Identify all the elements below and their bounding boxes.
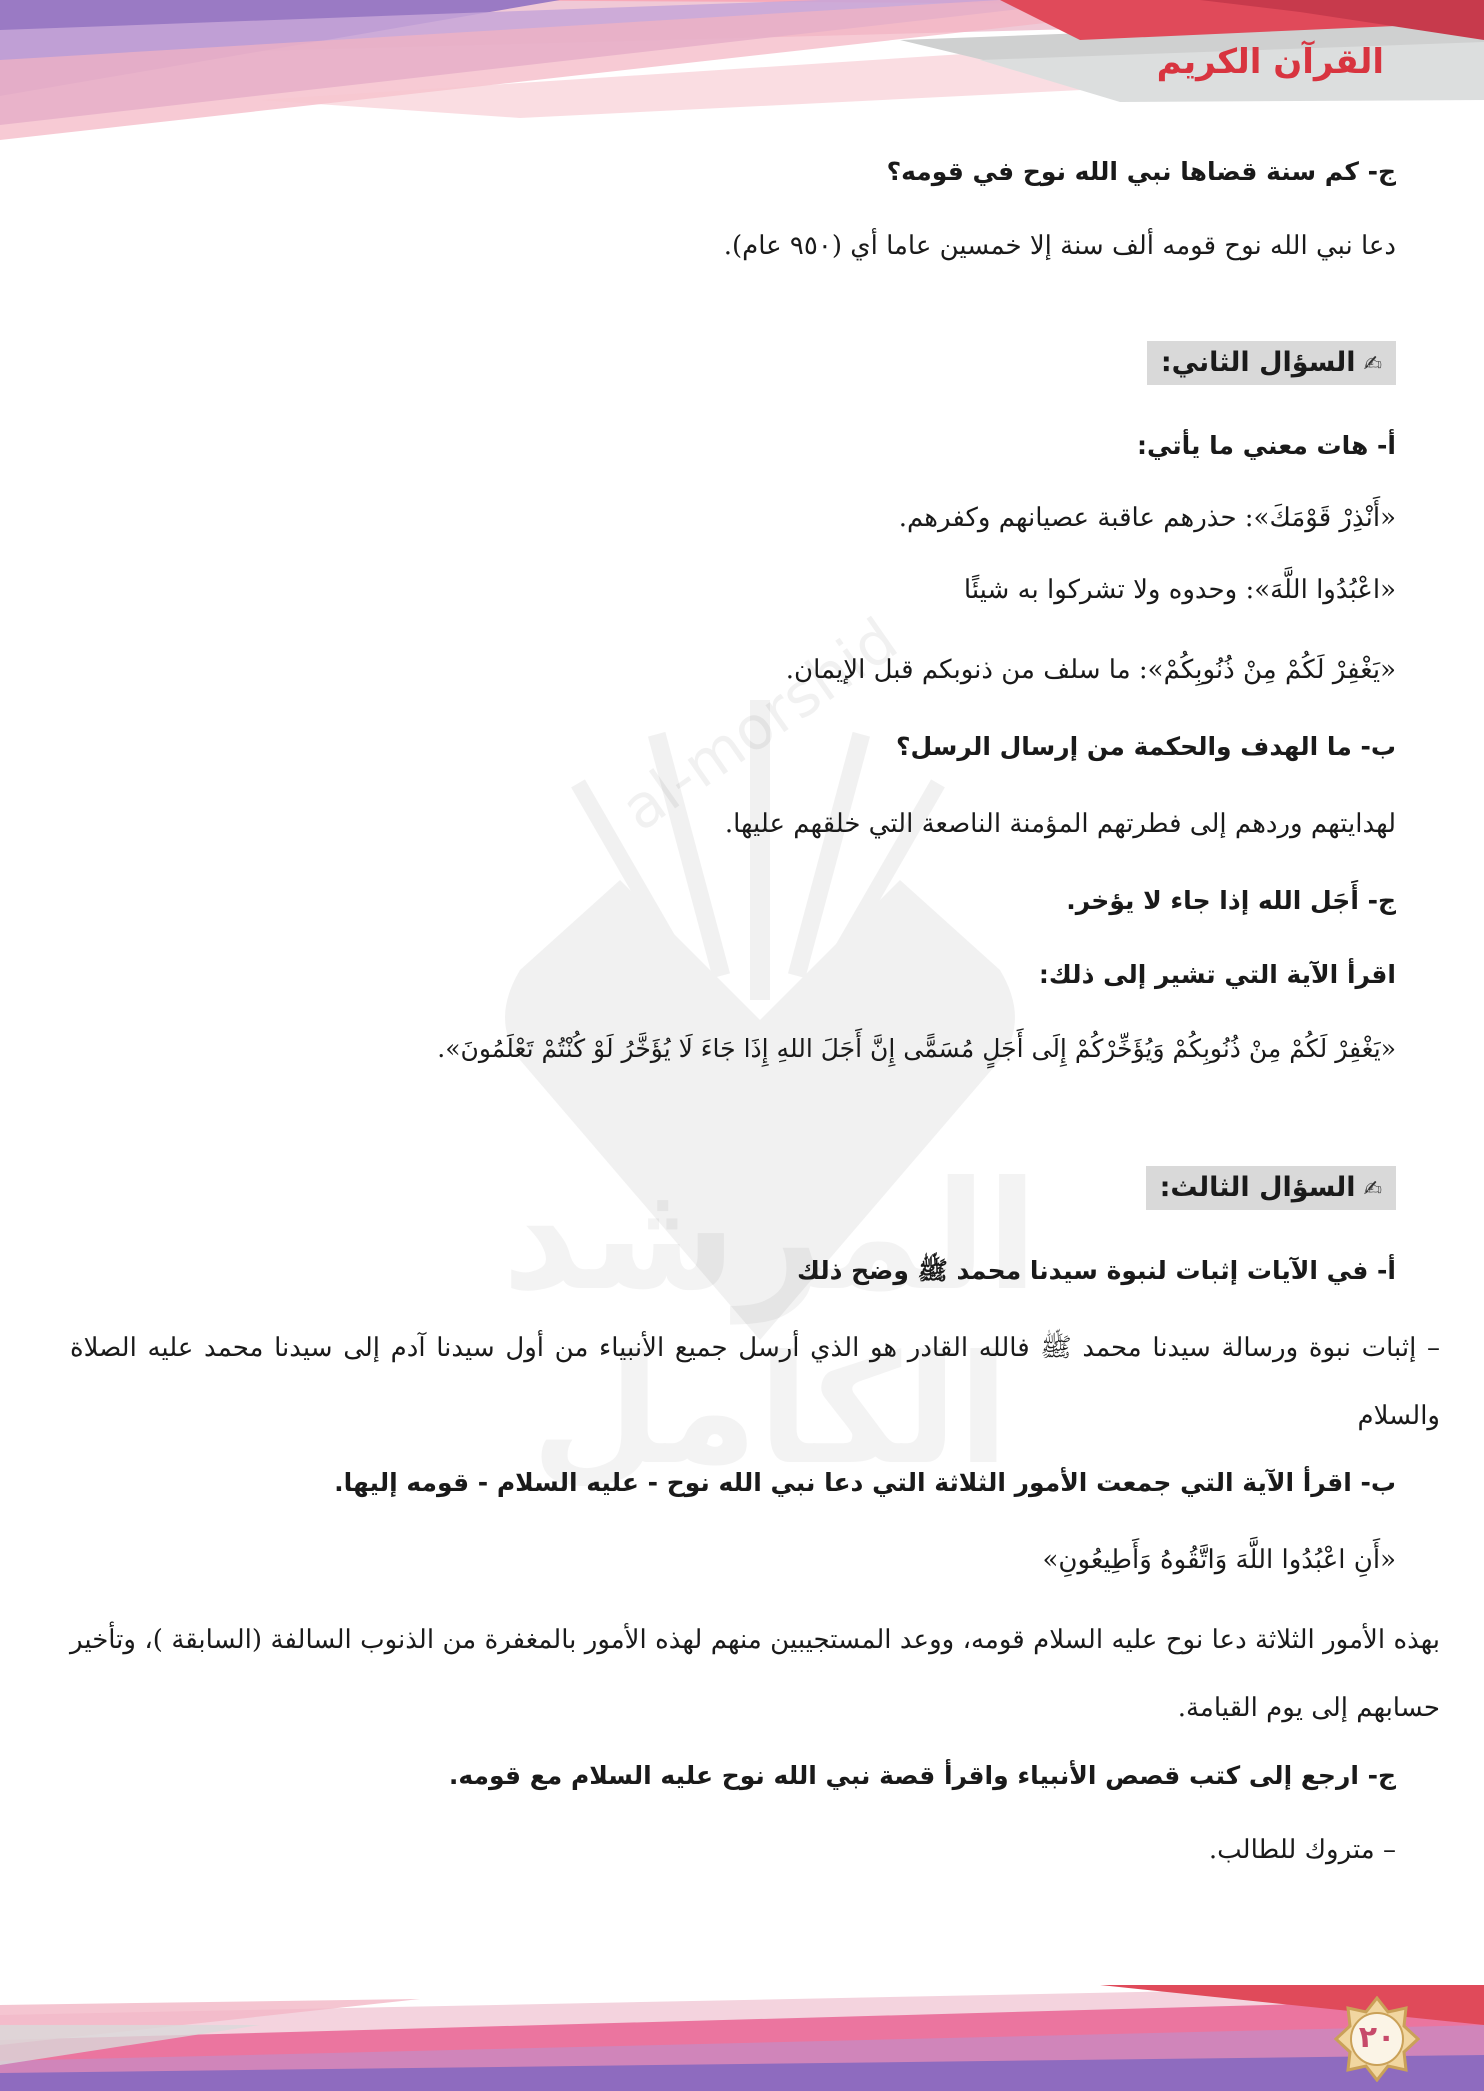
- answer-q3-b: بهذه الأمور الثلاثة دعا نوح عليه السلام قومه، ووعد المستجيبين منهم لهذه الأمور بالمغفرة من الذنوب السالفة (السابقة )، وتأخير حسابهم إلى يوم القيامة.: [70, 1625, 1440, 1723]
- question-q1-c: ج- كم سنة قضاها نبي الله نوح في قومه؟: [886, 157, 1396, 186]
- footer-decoration: [0, 1985, 1484, 2091]
- section-title-q2-label: السؤال الثاني:: [1160, 347, 1356, 378]
- answer-q3-c: – متروك للطالب.: [1208, 1835, 1396, 1865]
- question-q3-a: أ- في الآيات إثبات لنبوة سيدنا محمد ﷺ وضح ذلك: [796, 1256, 1396, 1285]
- question-q3-c: ج- ارجع إلى كتب قصص الأنبياء واقرأ قصة نبي الله نوح عليه السلام مع قومه.: [448, 1761, 1396, 1790]
- section-title-q3-label: السؤال الثالث:: [1159, 1172, 1356, 1203]
- meaning-item-2: «اعْبُدُوا اللَّهَ»: وحدوه ولا تشركوا به شيئًا: [963, 575, 1396, 605]
- section-title-q2: [1147, 341, 1396, 385]
- page-number: ٢٠: [1358, 2020, 1396, 2055]
- answer-q2-b: لهدايتهم وردهم إلى فطرتهم المؤمنة الناصعة التي خلقهم عليها.: [724, 809, 1396, 839]
- pen-icon: ✍: [1363, 1177, 1382, 1202]
- section-title-q3: [1146, 1166, 1396, 1210]
- verse-q3-b: «أَنِ اعْبُدُوا اللَّهَ وَاتَّقُوهُ وَأَطِيعُونِ»: [1042, 1545, 1396, 1575]
- answer-q3-a: – إثبات نبوة ورسالة سيدنا محمد ﷺ فالله القادر هو الذي أرسل جميع الأنبياء من أول سيدنا آدم إلى سيدنا محمد عليه الصلاة والسلام: [70, 1333, 1440, 1431]
- header-title: القرآن الكريم: [1156, 42, 1384, 82]
- question-q2-c: ج- أَجَل الله إذا جاء لا يؤخر.: [1066, 886, 1396, 915]
- question-q3-b: ب- اقرأ الآية التي جمعت الأمور الثلاثة التي دعا نبي الله نوح - عليه السلام - قومه إليها.: [334, 1468, 1396, 1497]
- watermark-arc-text: al-morshid: [608, 604, 911, 846]
- question-q2-a: أ- هات معني ما يأتي:: [1136, 431, 1396, 460]
- meaning-item-1: «أَنْذِرْ قَوْمَكَ»: حذرهم عاقبة عصيانهم وكفرهم.: [898, 503, 1396, 533]
- answer-q1-c: دعا نبي الله نوح قومه ألف سنة إلا خمسين عاما أي (٩٥٠ عام).: [723, 231, 1396, 261]
- question-q2-b: ب- ما الهدف والحكمة من إرسال الرسل؟: [895, 732, 1396, 761]
- meaning-item-3: «يَغْفِرْ لَكُمْ مِنْ ذُنُوبِكُمْ»: ما سلف من ذنوبكم قبل الإيمان.: [785, 655, 1396, 685]
- verse-q2-c: «يَغْفِرْ لَكُمْ مِنْ ذُنُوبِكُمْ وَيُؤَخِّرْكُمْ إِلَى أَجَلٍ مُسَمًّى إِنَّ أَجَلَ اللهِ إِذَا جَاءَ لَا يُؤَخَّرُ لَوْ كُنْتُمْ تَعْلَمُونَ».: [437, 1034, 1396, 1063]
- pen-icon: ✍: [1363, 352, 1382, 377]
- instruction-q2-c: اقرأ الآية التي تشير إلى ذلك:: [1038, 960, 1396, 989]
